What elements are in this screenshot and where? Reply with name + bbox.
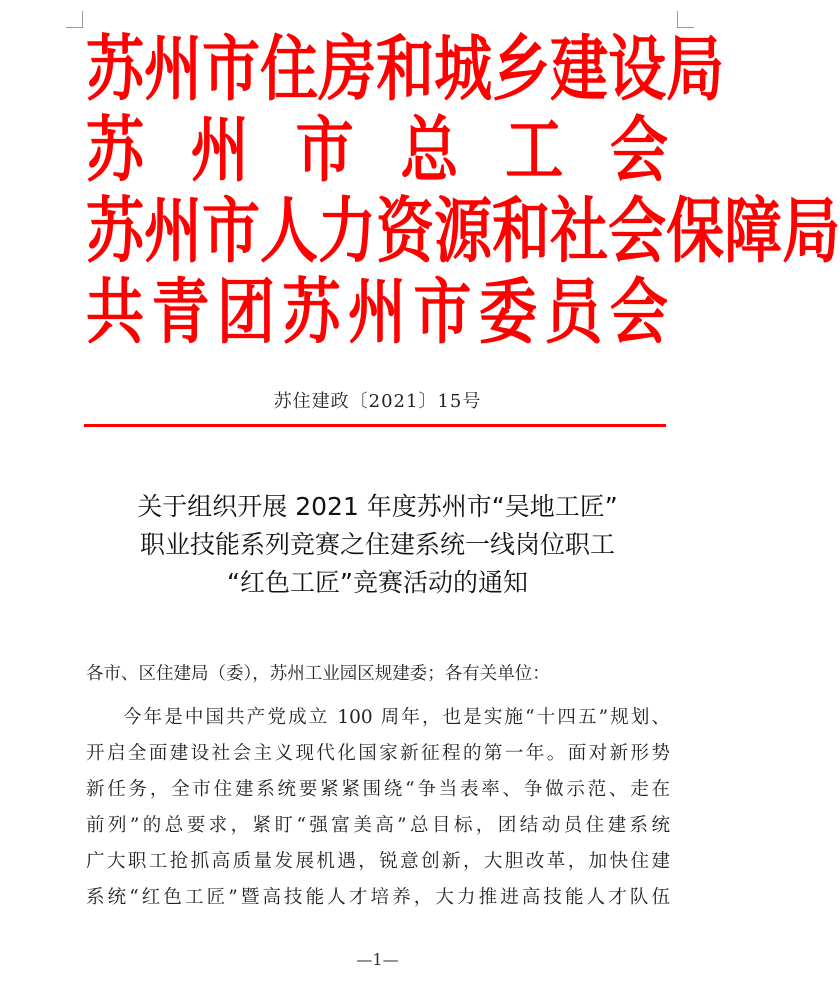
org-character: 州: [190, 108, 249, 192]
body-paragraph: [86, 700, 670, 916]
org-character: 会: [609, 270, 668, 354]
body-line: 开启全面建设社会主义现代化国家新征程的第一年。面对新形势: [86, 743, 670, 764]
org-character: 城: [434, 27, 493, 111]
org-character: 苏: [86, 27, 145, 111]
org-character: 市: [295, 108, 354, 192]
org-character: 障: [724, 189, 783, 273]
salutation: 各市、区住建局（委），苏州工业园区规建委；各有关单位：: [86, 664, 550, 684]
body-line: 前列”的总要求，紧盯“强富美高”总目标，团结动员住建系统: [86, 815, 670, 836]
org-character: 乡: [492, 27, 551, 111]
page-number: —1—: [356, 950, 399, 969]
org-character: 州: [144, 27, 203, 111]
org-character: 资: [376, 189, 435, 273]
org-character: 市: [202, 189, 261, 273]
body-line: 系统“红色工匠”暨高技能人才培养，大力推进高技能人才队伍: [86, 887, 670, 908]
org-character: 局: [666, 27, 725, 111]
org-character: 州: [347, 270, 406, 354]
org-character: 设: [608, 27, 667, 111]
org-character: 会: [608, 189, 667, 273]
org-line-hr-social-security-bureau: [86, 189, 840, 273]
org-character: 建: [550, 27, 609, 111]
org-character: 保: [666, 189, 725, 273]
org-character: 委: [478, 270, 537, 354]
org-character: 人: [260, 189, 319, 273]
document-number: 苏住建政〔2021〕15号: [273, 391, 482, 412]
org-character: 社: [550, 189, 609, 273]
org-character: 住: [260, 27, 319, 111]
org-character: 市: [413, 270, 472, 354]
org-character: 州: [144, 189, 203, 273]
title-line: “红色工匠”竞赛活动的通知: [227, 568, 528, 597]
org-character: 总: [400, 108, 459, 192]
red-divider-line: [84, 424, 666, 427]
crop-mark-top-left: [66, 11, 83, 28]
org-character: 青: [151, 270, 210, 354]
body-line: 新任务，全市住建系统要紧紧围绕“争当表率、争做示范、走在: [86, 779, 670, 800]
org-line-youth-league-committee: [86, 270, 668, 354]
org-character: 和: [492, 189, 551, 273]
title-line: 职业技能系列竞赛之住建系统一线岗位职工: [139, 530, 615, 559]
org-character: 和: [376, 27, 435, 111]
body-line: 今年是中国共产党成立 100 周年，也是实施“十四五”规划、: [123, 707, 670, 728]
org-character: 共: [86, 270, 145, 354]
org-character: 苏: [86, 189, 145, 273]
body-line: 广大职工抢抓高质量发展机遇，锐意创新，大胆改革，加快住建: [86, 851, 670, 872]
org-character: 源: [434, 189, 493, 273]
org-character: 房: [318, 27, 377, 111]
org-character: 团: [216, 270, 275, 354]
org-character: 员: [544, 270, 603, 354]
org-character: 苏: [282, 270, 341, 354]
org-character: 局: [782, 189, 840, 273]
org-character: 苏: [86, 108, 145, 192]
org-character: 工: [505, 108, 564, 192]
org-character: 力: [318, 189, 377, 273]
title-line: 关于组织开展 2021 年度苏州市“吴地工匠”: [137, 492, 618, 521]
org-character: 会: [609, 108, 668, 192]
org-character: 市: [202, 27, 261, 111]
document-title: [70, 488, 685, 602]
org-line-housing-bureau: [86, 27, 725, 111]
org-line-federation-of-trade-unions: [86, 108, 668, 192]
